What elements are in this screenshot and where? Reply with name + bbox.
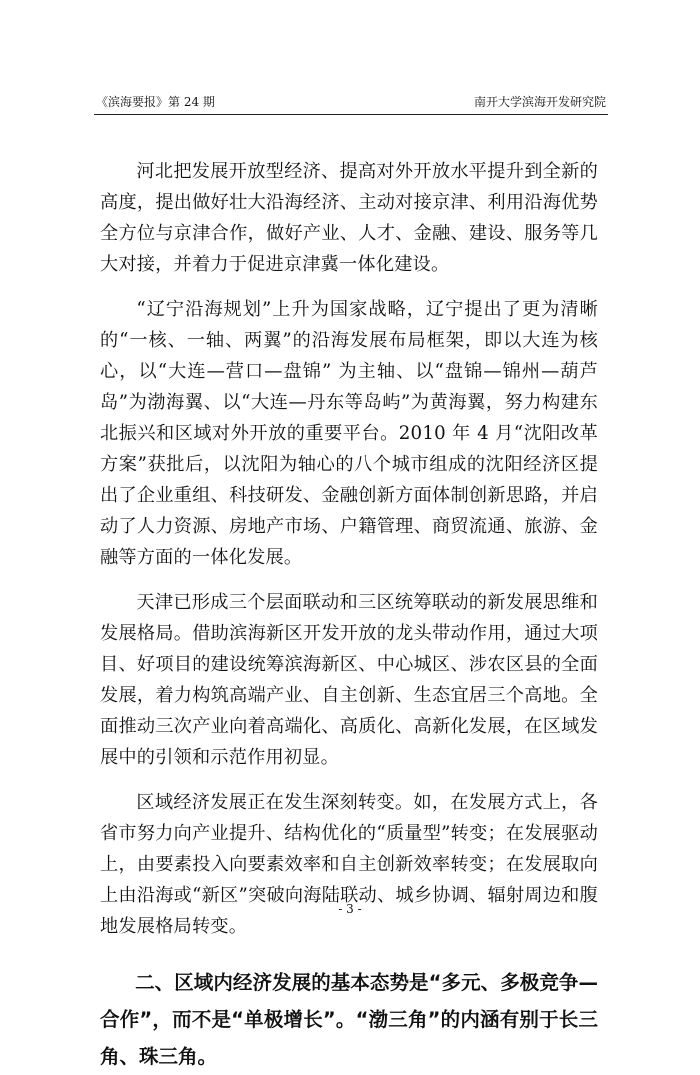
document-body — [100, 156, 598, 1075]
paragraph-tianjin: 天津已形成三个层面联动和三区统筹联动的新发展思维和发展格局。借助滨海新区开发开放的龙头带动作用，通过大项目、好项目的建设统筹滨海新区、中心城区、涉农区县的全面发展，着力构筑高端产业、自主创新、生态宜居三个高地。全面推动三次产业向着高端化、高质化、高新化发展，在区域发展中的引领和示范作用初显。 — [100, 592, 598, 768]
page-header — [96, 92, 606, 112]
header-divider — [94, 114, 608, 115]
page-number: - 3 - — [338, 902, 362, 916]
institution-name: 南开大学滨海开发研究院 — [473, 95, 606, 109]
paragraph-hebei: 河北把发展开放型经济、提高对外开放水平提升到全新的高度，提出做好壮大沿海经济、主动对接京津、利用沿海优势全方位与京津合作，做好产业、人才、金融、建设、服务等几大对接，并着力于促进京津冀一体化建设。 — [100, 161, 598, 275]
section-heading-two: 二、区域内经济发展的基本态势是“多元、多极竞争—合作”，而不是“单极增长”。“渤三角”的内涵有别于长三角、珠三角。 — [100, 971, 598, 1068]
publication-title: 《滨海要报》第 24 期 — [96, 95, 215, 109]
paragraph-regional-transition: 区域经济发展正在发生深刻转变。如，在发展方式上，各省市努力向产业提升、结构优化的“质量型”转变；在发展驱动上，由要素投入向要素效率和自主创新效率转变；在发展取向上由沿海或“新区”突破向海陆联动、城乡协调、辐射周边和腹地发展格局转变。 — [100, 792, 598, 937]
paragraph-liaoning: “辽宁沿海规划”上升为国家战略，辽宁提出了更为清晰的“一核、一轴、两翼”的沿海发展布局框架，即以大连为核心，以“大连—营口—盘锦” 为主轴、以“盘锦—锦州—葫芦岛”为渤海翼、以“大连—丹东等岛屿”为黄海翼，努力构建东北振兴和区域对外开放的重要平台。2010 年 4 月“沈阳改革方案”获批后，以沈阳为轴心的八个城市组成的沈阳经济区提出了企业重组、科技研发、金融创新方面体制创新思路，并启动了人力资源、房地产市场、户籍管理、商贸流通、旅游、金融等方面的一体化发展。 — [100, 299, 598, 568]
